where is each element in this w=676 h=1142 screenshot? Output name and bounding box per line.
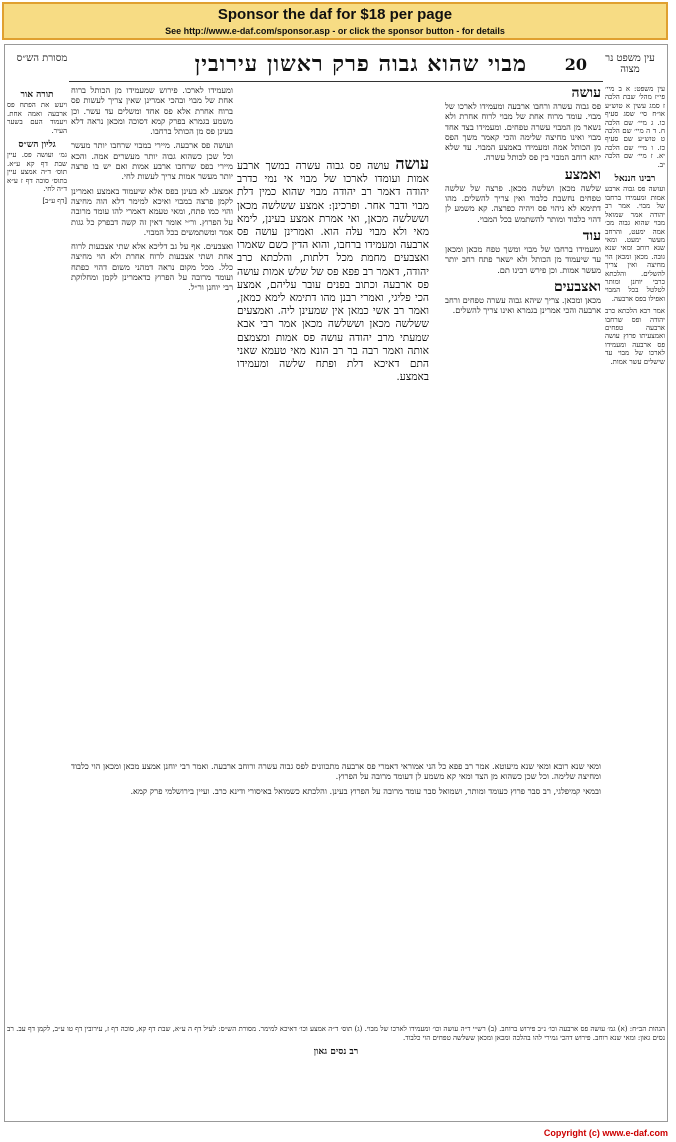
rashi-dibbur-4: ואצבעים bbox=[554, 278, 601, 295]
torah-or-text: ויעש את הפתח פס ארבעה ואמה אחת. ויעמוד העם בשער העיר. bbox=[7, 101, 67, 135]
bottom-commentary bbox=[71, 761, 601, 881]
mesoret-label: מסורת הש״ס bbox=[16, 53, 68, 64]
tosafot-text-2: ועושה פס ארבעה. מיירי במבוי שרחבו יותר מעשר וכל שכן כשהוא גבוה יותר מעשרים אמה. והכא מיירי בפס שרחבו ארבע אמות ואם יש בו פרצה יותר מעשר אמות צריך לעשות לחי. bbox=[71, 140, 233, 182]
header-rule bbox=[69, 81, 603, 82]
bottom-text-2: ובמאי קמיפלגי, רב סבר פרוץ כעומד ומותר, ושמואל סבר עומד מרובה על הפרוץ בעינן. והלכתא כשמואל באיסורי ודינא כרב. ועיין בירושלמי פרק קמא. bbox=[130, 785, 601, 796]
gemara-text bbox=[237, 157, 429, 757]
gilyon-title: גליון הש״ס bbox=[18, 140, 56, 151]
copyright-notice: Copyright (c) www.e-daf.com bbox=[543, 1128, 668, 1138]
tosafot-text-3: אמצע. לא בעינן בפס אלא שיעמוד באמצע ואמרינן לקמן פרצה במבוי ואיכא למימר דלא הוה מחיצה והוי כמו פתח, ומאי טעמא דאמרי להו עומד מרובה על הפרוץ. ור״י אומר דאין זה קשה דבפרק כל גגות אמר ומשתמשים בכל המבוי. bbox=[71, 185, 233, 237]
tosafot-text-4: ואצבעים. אף על גב דליכא אלא שתי אצבעות לרוח אחת ושתי אצבעות לרוח אחרת ולא הוי מחיצה כלל. מכל מקום נראה דמהני משום דהוי כפתח ועומד מרובה על הפרוץ כדאמרינן לקמן ומחלוקת רבי יוחנן ור״ל. bbox=[71, 241, 233, 293]
page-header bbox=[5, 51, 667, 81]
rashi-text-4: מכאן ומכאן. צריך שיהא גבוה עשרה טפחים ורחב ארבעה והכי אמרינן בגמרא ואינו צריך להשלים. bbox=[445, 294, 601, 316]
rashi-text-1: פס גבוה עשרה ורחבו ארבעה ומעמידו לארכו של מבוי. עומד מרוח אחת של מבוי לרוח אחרת ולא נשאר מן המבוי עשרה טפחים. ומעמידו בצד אחד מבוי ואינו מחיצה שלימה והכי קאמר משך הפס מן הכותל אמה ומעמידו באמצע המבוי. עד שלא יהא רוחב המבוי בין פס לכותל עשרה. bbox=[445, 101, 601, 163]
rashi-text-2: שלשה מכאן ושלשה מכאן. פרצה של שלשה טפחים נחשבת כלבוד ואין צריך להשלים. מהו דתימא לא ניהוי פס ויהיה כפרצה. קא משמע לן דהוי כלבוד ומותר להשתמש בכל המבוי. bbox=[445, 182, 601, 224]
page-number: 20 bbox=[564, 55, 587, 74]
rashi-text-3: ומעמידו ברחבו של מבוי ומשך טפח מכאן ומכאן עד שיעמוד מן הכותל ולא ישאר פתח רחב יותר מעשר אמות. וכן פירש רבינו תם. bbox=[445, 243, 601, 275]
ein-mishpat-label: עין משפט נר מצוה bbox=[605, 53, 655, 75]
rabbeinu-chananel-text-1: ועושה פס גבוה ארבע אמות ומעמידו ברחבו של מבוי. אמר רב יהודה אמר שמואל מבוי שהוא גבוה מכ׳ אמה ימעט, והרחב מעשר ימעט. ומאי שנא רוחב ומאי שנא גובה. מכאן ומכאן הוי מחיצה ואין צריך להשלים. והלכתא כרבי יוחנן ומותר לטלטל בכל המבוי ואפילו בפס ארבעה. bbox=[605, 185, 665, 303]
sponsor-banner[interactable] bbox=[2, 2, 668, 40]
tosafot-text-1: ומעמידו לארכו. פירוש שמעמידו מן הכותל ברוח אחת של מבוי ובהכי אמרינן שאין צריך לעשות פס ברוח אחרת אלא פס אחד ומשלים עד עשר. וכן משמע בגמרא בפרק קמא דסוכה ומכאן נראה דלא בעינן פס מן הכותל ברחבו. bbox=[71, 85, 233, 137]
gemara-body: עושה פס גבוה עשרה במשך ארבע אמות ועומדו לארכו של מבוי אי נמי כדרב יהודה דאמר רב יהודה מבוי שהוא כמין דלת מבוי ודבר אחר. ופרכינן: אמצע ששלשה מכאן וששלשה מכאן, ואי אמרת אמצע בעינן, לימא מאי ולא מבוי עלה הוא. ואמרינן עושה פס ארבעה ומעמידו ברחבו, והוא הדין כשם שאמרו ואצבעים מחמת מכל דלתות, והלכתא כרב יהודה, דאמר רב פפא פס של שלש אמות עושה פס ארבעה וכתוב בפנים עובר עליהם, אמצע הכי פליגי, ואמרי רבנן מהו דתימא לימא כמאן, ואמר רב אשי כמאן אין שמעינן ליה. ואמצעים ששלשה מכאן וששלשה מכאן אמר רבי אבא שמעתי מרב יהודה עושה פס אמות ומצמצם אותה ואמר רבה בר רב הונא מאי טעמא שאני התם דאיכא דלת ופתח שלשה ומעמידו באמצע. bbox=[237, 160, 429, 384]
rashi-commentary bbox=[445, 85, 601, 745]
daf-page bbox=[4, 44, 668, 1122]
rabbeinu-chananel-title: רבינו חננאל bbox=[614, 174, 656, 185]
footer-author: רב נסים גאון bbox=[313, 1047, 359, 1058]
sponsor-subtitle: See http://www.e-daf.com/sponsor.asp - or click the sponsor button - for details bbox=[165, 26, 505, 36]
footer-notes bbox=[7, 1025, 665, 1117]
rabbeinu-chananel-text-2: אמר רבא הלכתא כרב יהודה ופס שרחבו ארבעה טפחים ואמצעיתו פרוץ עושה פס ארבעה ומעמידו לארכו של מבוי עד שישלים עשר אמות. bbox=[605, 307, 665, 366]
bottom-text-1: ומאי שנא רובא ומאי שנא מיעוטא. אמר רב פפא כל הני אמוראי דאמרי פס ארבעה מתכוונים לפס גבוה עשרה ורוחב ארבעה. ואמר רבי יוחנן אמצע מכאן ומכאן הוי כלבוד ומחיצה שלימה. וכל שכן כשהוא מן הצד ומאי קא משמע לן דעומד מרובה על הפרוץ. bbox=[71, 761, 601, 782]
rashi-dibbur-2: ואמצע bbox=[564, 166, 601, 183]
gilyon-text: גמ׳ ועושה פס. עיין שבת דף קא ע״א. תוס׳ ד״ה אמצע עיין בתוס׳ סוכה דף ז ע״א ד״ה לחי. bbox=[7, 151, 67, 194]
right-margin-notes bbox=[605, 85, 665, 1115]
footer-text: הגהות הב״ח: (א) גמ׳ עושה פס ארבעה וכו׳ נ״ב פירוש ברוחב. (ב) רש״י ד״ה עושה וכו׳ ומעמידו לארכו של מבוי. (ג) תוס׳ ד״ה אמצע וכו׳ דאיכא למימר. מסורת הש״ס: לעיל דף ה ע״א, שבת דף קא, סוכה דף ז, עירובין דף טו ע״ב, לקמן דף עב. רב נסים גאון: ומאי שנא רוחב. פירוש דהכי גמירי להו בהלכה ומכאן ומכאן ששלשה טפחים הוי כלבוד. bbox=[7, 1025, 665, 1042]
sponsor-title: Sponsor the daf for $18 per page bbox=[217, 6, 453, 23]
ein-mishpat-text: עין משפט: א ב מיי׳ פי״ז מהל׳ שבת הלכה ז סמג עשין א טוש״ע או״ח סי׳ שסג סעיף כו. ג מיי׳ שם הלכה ח. ד ה מיי׳ שם הלכה ט טוש״ע שם סעיף כז. ו מיי׳ שם הלכה יא. ז מיי׳ שם הלכה יב. bbox=[605, 85, 665, 169]
page-title: מבוי שהוא גבוה פרק ראשון עירובין bbox=[194, 51, 527, 77]
tosafot-commentary bbox=[71, 85, 233, 745]
rashi-dibbur-3: עוד bbox=[582, 227, 601, 244]
torah-or-title: תורה אור bbox=[20, 90, 54, 100]
rashi-dibbur-1: עושה bbox=[571, 85, 601, 101]
gemara-opening-word: עושה bbox=[395, 157, 429, 173]
left-margin-notes bbox=[7, 85, 67, 1115]
daf-reference-box: [דף ע״ב] bbox=[42, 197, 67, 206]
